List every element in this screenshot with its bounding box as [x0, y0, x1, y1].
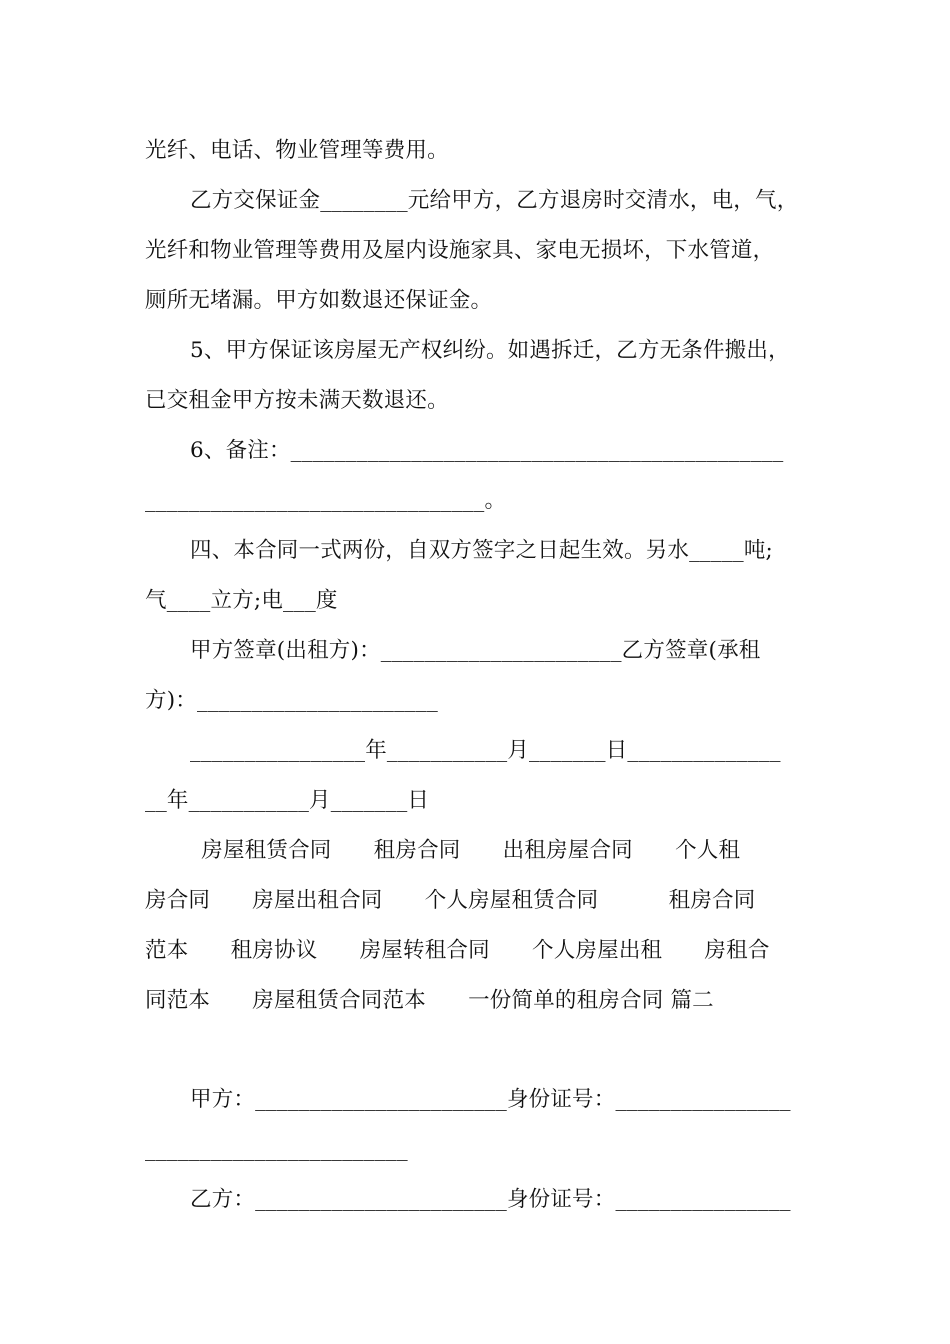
text-line: 乙方：_______________________身份证号：________________ — [190, 1187, 791, 1212]
text-line: _______________________________。 — [145, 488, 507, 513]
text-line: __年___________月_______日 — [145, 788, 430, 813]
text-line: 房合同 房屋出租合同 个人房屋租赁合同 租房合同 — [145, 888, 756, 913]
text-line: 甲方：_______________________身份证号：________________ — [190, 1087, 791, 1112]
text-line: 5、甲方保证该房屋无产权纠纷。如遇拆迁，乙方无条件搬出， — [190, 338, 790, 363]
text-line: 方)：______________________ — [145, 688, 438, 713]
text-line: 已交租金甲方按未满天数退还。 — [145, 388, 449, 413]
text-line: 房屋租赁合同 租房合同 出租房屋合同 个人租 — [145, 838, 741, 863]
text-line: ________________________ — [145, 1137, 408, 1162]
text-line: 同范本 房屋租赁合同范本 一份简单的租房合同 篇二 — [145, 988, 714, 1013]
text-line: ________________年___________月_______日______________ — [190, 738, 781, 763]
text-line: 厕所无堵漏。甲方如数退还保证金。 — [145, 288, 493, 313]
text-line: 乙方交保证金________元给甲方，乙方退房时交清水，电，气， — [190, 188, 799, 213]
text-line: 四、本合同一式两份，自双方签字之日起生效。另水_____吨; — [190, 538, 773, 563]
text-line: 甲方签章(出租方)：______________________乙方签章(承租 — [190, 638, 761, 663]
text-line: 范本 租房协议 房屋转租合同 个人房屋出租 房租合 — [145, 938, 770, 963]
text-line: 气____立方;电___度 — [145, 588, 338, 613]
text-line: 光纤、电话、物业管理等费用。 — [145, 138, 449, 163]
text-line: 6、备注：_____________________________________________ — [190, 438, 784, 463]
text-line: 光纤和物业管理等费用及屋内设施家具、家电无损坏，下水管道， — [145, 238, 775, 263]
